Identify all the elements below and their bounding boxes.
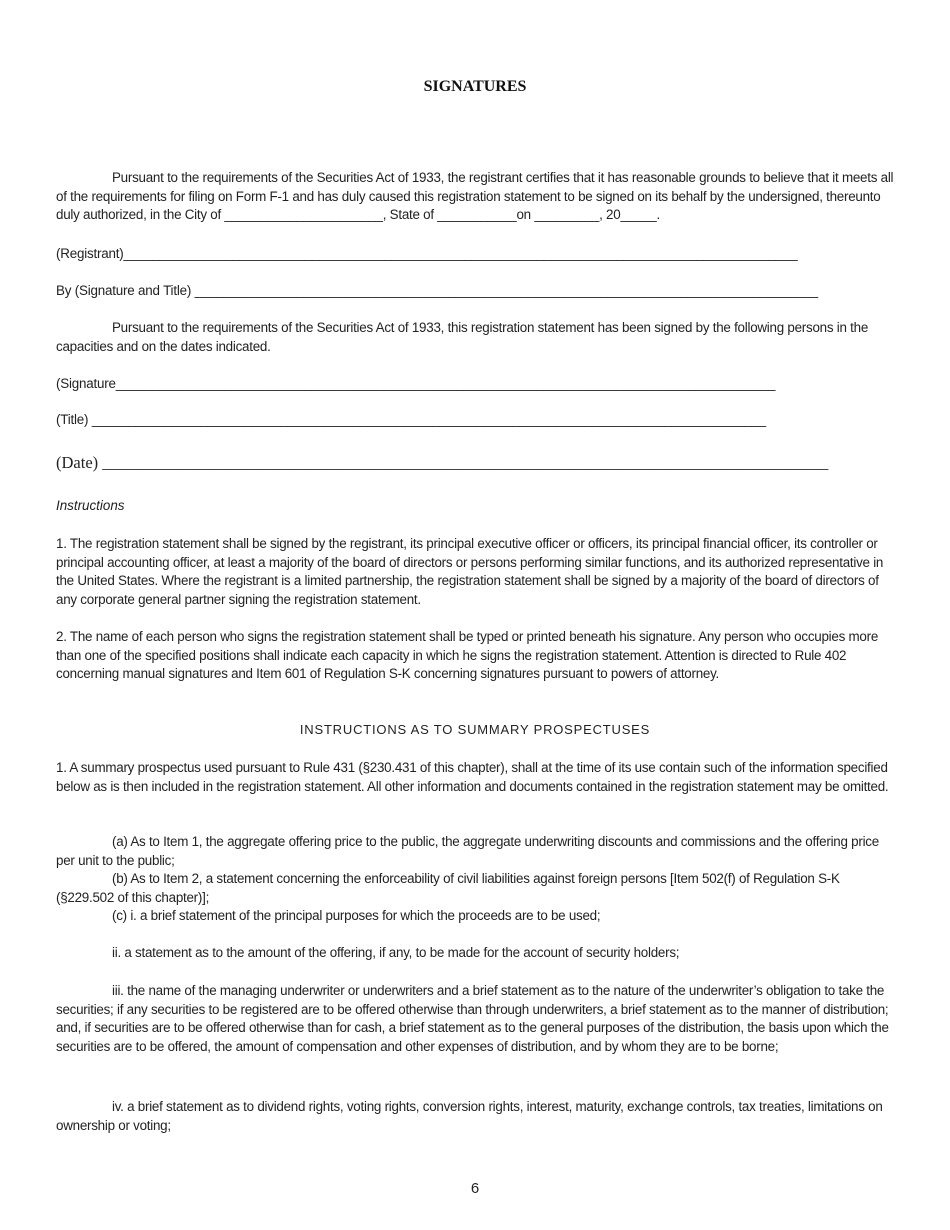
signature-field: (Signature___________________________________________________________________________________________ [56,376,776,391]
date-field: (Date) ________________________________________________________________________________________ [56,454,829,472]
item-b [56,870,896,907]
by-signature-field: By (Signature and Title) ______________________________________________________________________________________ [56,283,818,298]
item-a [56,833,896,870]
signed-by-paragraph [56,319,896,356]
item-iii [56,982,896,1056]
registrant-field: (Registrant)_____________________________________________________________________________________________ [56,246,798,261]
summary-prospectus-heading: INSTRUCTIONS AS TO SUMMARY PROSPECTUSES [299,722,651,737]
item-iv [56,1098,896,1135]
page-number: 6 [470,1180,480,1197]
item-a-text: (a) As to Item 1, the aggregate offering price to the public, the aggregate underwriting discounts and commissions and the offering price per unit to the public; [56,834,879,868]
instruction-2: 2. The name of each person who signs the registration statement shall be typed or printed beneath his signature. Any person who occupies more than one of the specified positions shall indicate each capacity in which he signs the registration statement. Attention is directed to Rule 402 concerning manual signatures and Item 601 of Regulation S-K concerning signatures pursuant to powers of attorney. [56,629,879,681]
item-ii-text: ii. a statement as to the amount of the offering, if any, to be made for the account of security holders; [112,945,680,960]
instructions-heading: Instructions [56,498,125,513]
item-c-i-text: (c) i. a brief statement of the principal purposes for which the proceeds are to be used; [112,908,601,923]
instruction-1: 1. The registration statement shall be signed by the registrant, its principal executive officer or officers, its principal financial officer, its controller or principal accounting officer, at least a majority of the board of directors or persons performing similar functions, and its authorized representative in the United States. Where the registrant is a limited partnership, the registration statement shall be signed by a majority of the board of directors of any corporate general partner signing the registration statement. [56,536,884,607]
title-field: (Title) _____________________________________________________________________________________________ [56,412,766,427]
item-ii [56,944,896,963]
item-b-text: (b) As to Item 2, a statement concerning the enforceability of civil liabilities against foreign persons [Item 502(f) of Regulation S-K (§229.502 of this chapter)]; [56,871,840,905]
item-iv-text: iv. a brief statement as to dividend rights, voting rights, conversion rights, interest, maturity, exchange controls, tax treaties, limitations on ownership or voting; [56,1099,883,1133]
certification-paragraph [56,169,896,225]
summary-instruction-1: 1. A summary prospectus used pursuant to Rule 431 (§230.431 of this chapter), shall at the time of its use contain such of the information specified below as is then included in the registration statement. All other information and documents contained in the registration statement may be omitted. [56,760,889,794]
signed-by-text: Pursuant to the requirements of the Securities Act of 1933, this registration statement has been signed by the following persons in the capacities and on the dates indicated. [56,320,869,354]
certification-text: Pursuant to the requirements of the Securities Act of 1933, the registrant certifies that it has reasonable grounds to believe that it meets all of the requirements for filing on Form F-1 and has duly caused this registration statement to be signed on its behalf by the undersigned, thereunto duly authorized, in the City of ______________________, State of ___________on _________, 20_____. [56,170,894,222]
item-iii-text: iii. the name of the managing underwriter or underwriters and a brief statement as to the nature of the underwriter’s obligation to take the securities; if any securities to be registered are to be offered otherwise than through underwriters, a brief statement as to the manner of distribution; and, if securities are to be offered otherwise than for cash, a brief statement as to the general purposes of the distribution, the basis upon which the securities are to be offered, the amount of compensation and other expenses of distribution, and by whom they are to be borne; [56,983,889,1054]
page-title: SIGNATURES [423,78,527,95]
item-c-i [56,907,896,926]
